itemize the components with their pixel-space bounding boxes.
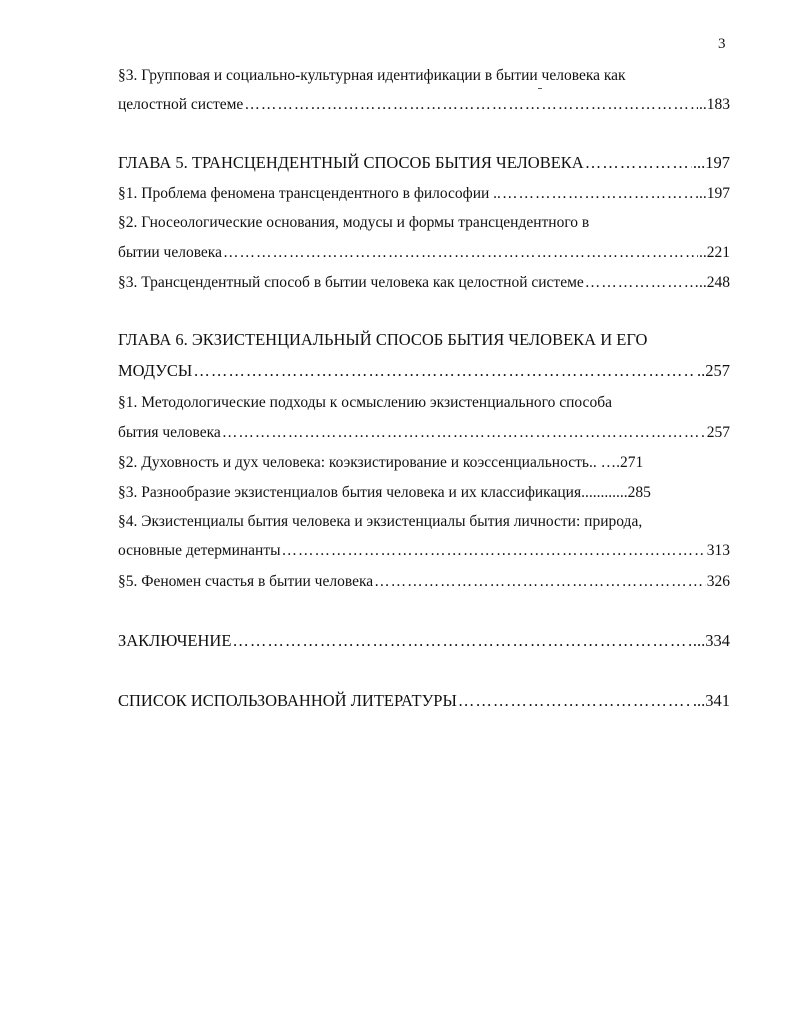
page-ref: ..221 — [699, 244, 730, 261]
toc-entry-s3-group-line2: целостной системе …………………………………………………………………………………………………………………………………………………………………………………… ..183 — [118, 95, 730, 115]
leader-dots — [282, 541, 706, 561]
page-ref: ...197 — [695, 185, 730, 202]
page-ref: ...334 — [692, 631, 730, 650]
page-ref: ..248 — [699, 274, 730, 291]
toc-references: СПИСОК ИСПОЛЬЗОВАННОЙ ЛИТЕРАТУРЫ …………………………………………………………………………………………………………………………………………………………………………………… ...341 — [118, 691, 730, 711]
leader-dots — [585, 153, 692, 173]
leader-dots — [223, 243, 698, 263]
toc-entry-ch5-s2-line1: §2. Гносеологические основания, модусы и формы трансцендентного в — [118, 214, 590, 231]
toc-entry-ch6-s4-line2: основные детерминанты …………………………………………………………………………………………………………………………………………………………………………………… 313 — [118, 541, 730, 561]
leader-dots — [374, 572, 706, 592]
leader-dots — [458, 691, 692, 711]
page-number: 3 — [718, 36, 726, 52]
page-ref: ..257 — [697, 361, 730, 380]
toc-conclusion: ЗАКЛЮЧЕНИЕ …………………………………………………………………………………………………………………………………………………………………………………… ...334 — [118, 631, 730, 651]
leader-dots — [232, 631, 691, 651]
page-ref: 257 — [706, 424, 730, 441]
toc-entry-ch5-s2-line2: бытии человека …………………………………………………………………………………………………………………………………………………………………………………… ..221 — [118, 243, 730, 263]
toc-chapter-6-line2: МОДУСЫ …………………………………………………………………………………………………………………………………………………………………………………… ..257 — [118, 361, 730, 381]
leader-dots — [585, 273, 698, 293]
toc-entry-ch6-s1-line1: §1. Методологические подходы к осмыслению экзистенциального способа — [118, 394, 612, 411]
toc-entry-ch6-s4-line1: §4. Экзистенциалы бытия человека и экзистенциалы бытия личности: природа, — [118, 513, 643, 530]
leader-dots — [502, 184, 694, 204]
toc-chapter-6-line1: ГЛАВА 6. ЭКЗИСТЕНЦИАЛЬНЫЙ СПОСОБ БЫТИЯ ЧЕЛОВЕКА И ЕГО — [118, 330, 648, 349]
toc-entry-ch5-s1: §1. Проблема феномена трансцендентного в философии .. …………………………………………………………………………………………………………………………………………………………………………………… ...197 — [118, 184, 730, 204]
page-ref: 326 — [706, 573, 730, 590]
page-ref: ..183 — [699, 96, 730, 113]
toc-entry-ch5-s3: §3. Трансцендентный способ в бытии человека как целостной системе …………………………………………………………………………………………………………………………………………………………………………………… ..248 — [118, 273, 730, 293]
toc-entry-ch6-s2: §2. Духовность и дух человека: коэкзистирование и коэссенциальность.. ….271 — [118, 454, 644, 471]
scan-speck — [538, 88, 542, 89]
leader-dots — [193, 361, 696, 381]
leader-dots — [222, 423, 706, 443]
page-ref: ...197 — [692, 153, 730, 172]
leader-dots — [244, 95, 698, 115]
toc-entry-ch6-s5: §5. Феномен счастья в бытии человека …………………………………………………………………………………………………………………………………………………………………………………… 326 — [118, 572, 730, 592]
toc-entry-s3-group-line1: §3. Групповая и социально-культурная идентификации в бытии человека как — [118, 67, 626, 84]
toc-entry-ch6-s1-line2: бытия человека …………………………………………………………………………………………………………………………………………………………………………………… 257 — [118, 423, 730, 443]
toc-entry-ch6-s3: §3. Разнообразие экзистенциалов бытия человека и их классификация............285 — [118, 484, 651, 501]
toc-chapter-5: ГЛАВА 5. ТРАНСЦЕНДЕНТНЫЙ СПОСОБ БЫТИЯ ЧЕЛОВЕКА …………………………………………………………………………………………………………………………………………………………………………………… ...197 — [118, 153, 730, 173]
page-ref: ...341 — [692, 691, 730, 710]
page-ref: 313 — [706, 542, 730, 559]
